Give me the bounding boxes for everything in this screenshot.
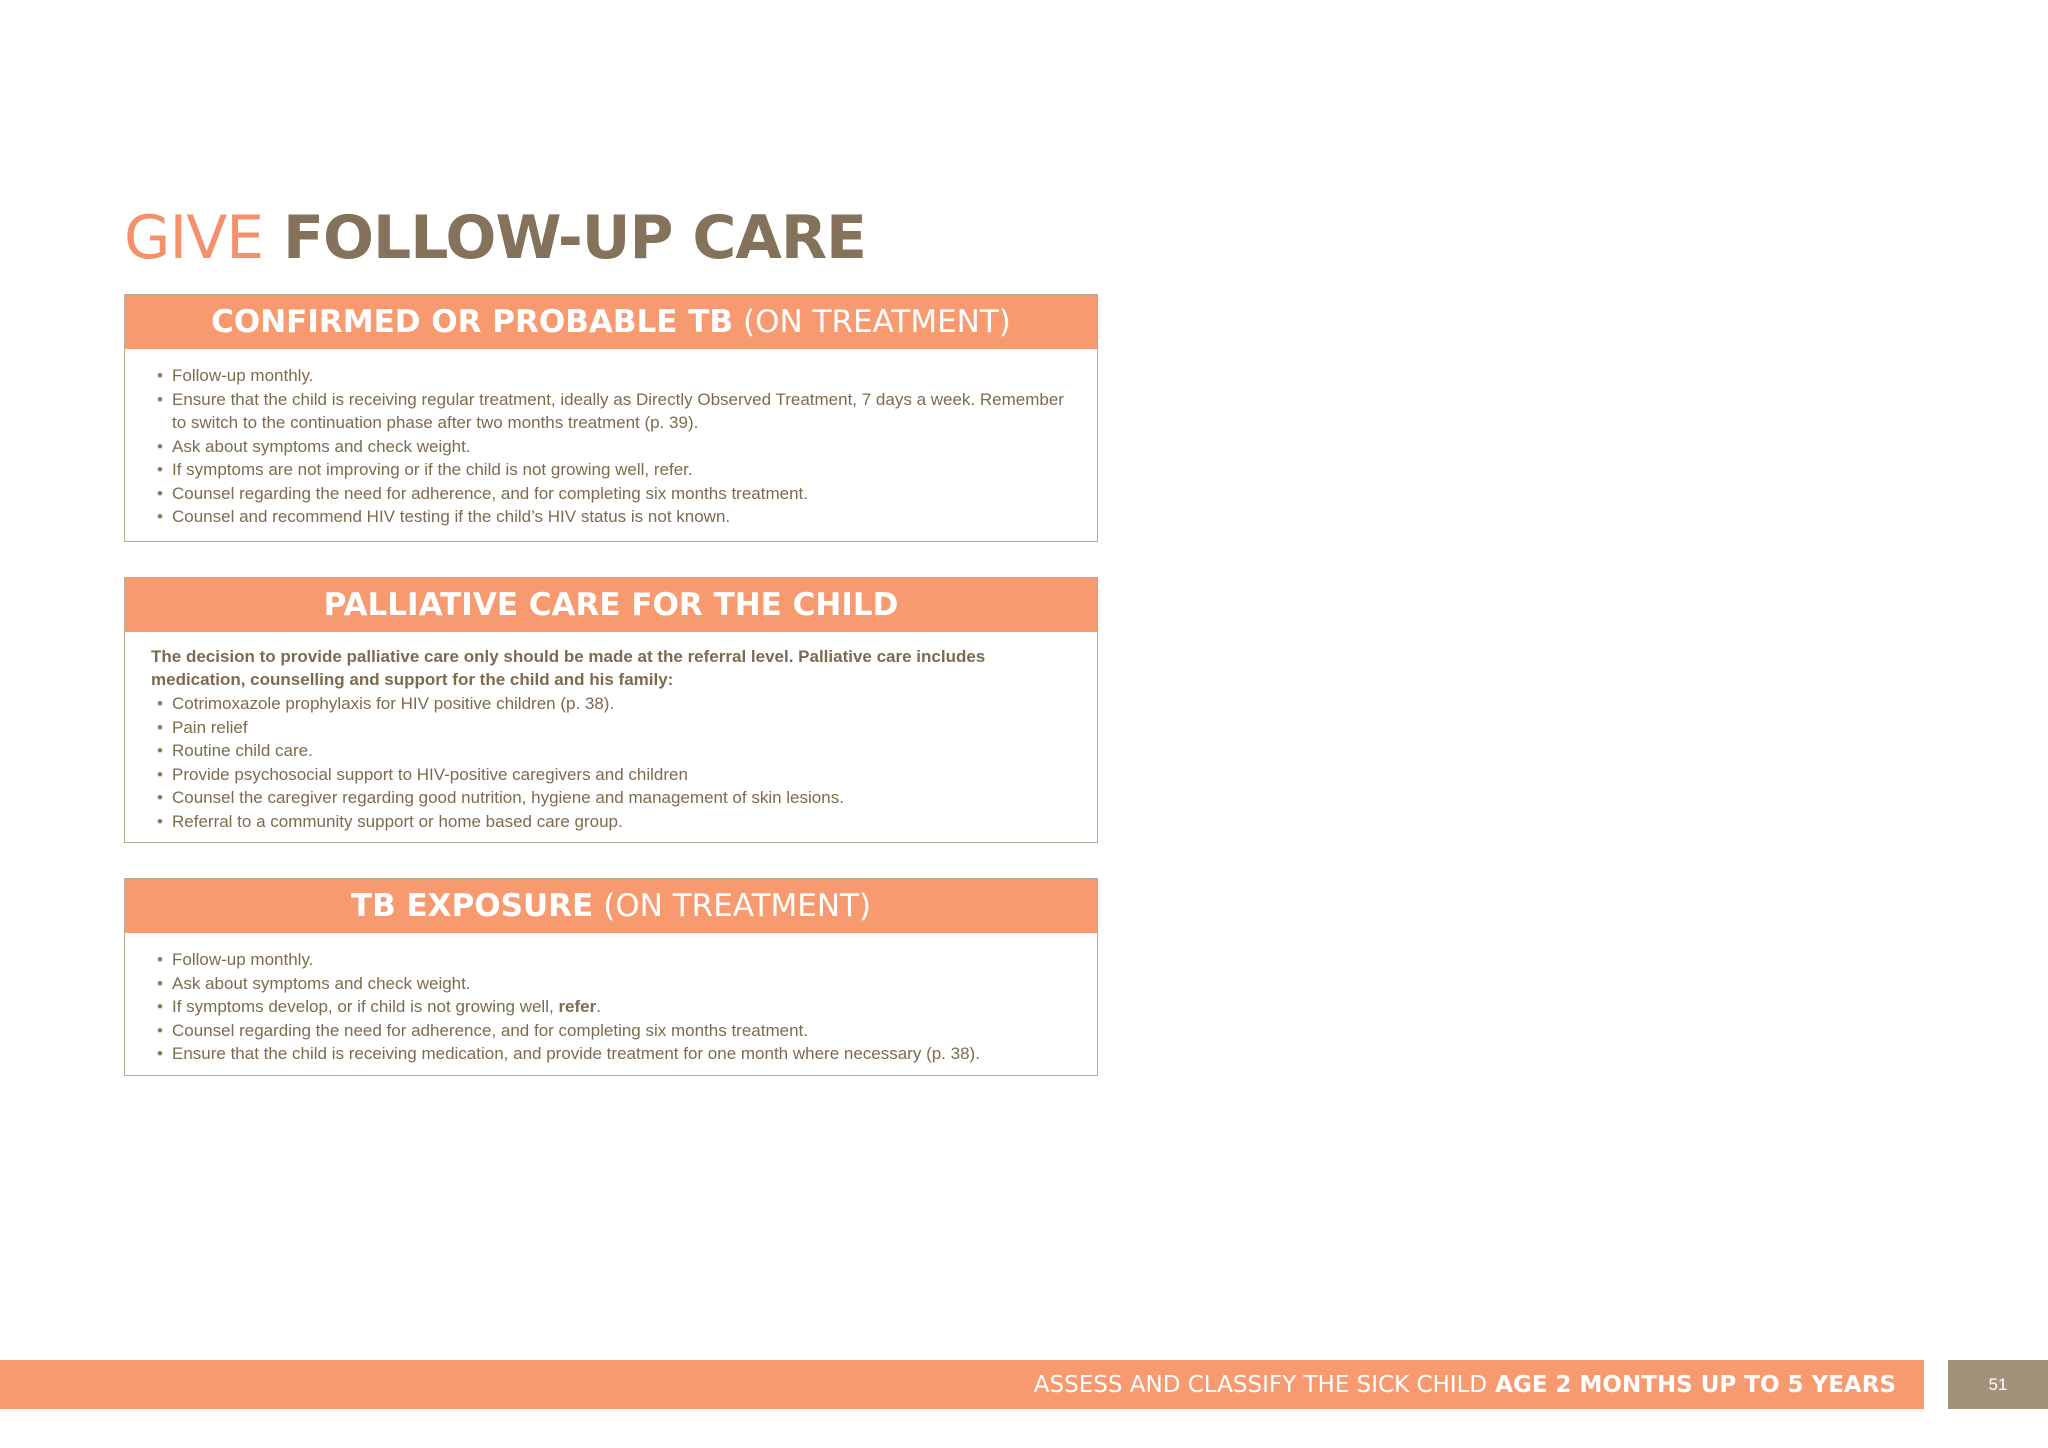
list-item: • Ensure that the child is receiving regular treatment, ideally as Directly Observed Treatment, 7 days a week. Remember to switch to the continuation phase after two months treatment (p. 39). bbox=[151, 388, 1071, 435]
section-palliative-care bbox=[124, 577, 1098, 843]
list-item: • Counsel regarding the need for adherence, and for completing six months treatment. bbox=[151, 1019, 1071, 1043]
list-item: • Routine child care. bbox=[151, 739, 1071, 763]
page-title-bold: FOLLOW-UP CARE bbox=[283, 203, 866, 273]
refer-text-before: If symptoms develop, or if child is not growing well, bbox=[172, 997, 559, 1016]
list-item: • If symptoms are not improving or if the child is not growing well, refer. bbox=[151, 458, 1071, 482]
section-heading-bold: TB EXPOSURE bbox=[350, 888, 594, 924]
list-item: • Cotrimoxazole prophylaxis for HIV positive children (p. 38). bbox=[151, 692, 1071, 716]
list-item: • Follow-up monthly. bbox=[151, 948, 1071, 972]
page-number: 51 bbox=[1948, 1360, 2048, 1409]
section-heading bbox=[125, 295, 1097, 349]
list-item-refer bbox=[151, 995, 1071, 1019]
section-heading-light: (ON TREATMENT) bbox=[603, 888, 872, 924]
refer-text-after: . bbox=[596, 997, 601, 1016]
list-item: • Referral to a community support or home based care group. bbox=[151, 810, 1071, 834]
page-title-light: GIVE bbox=[124, 203, 264, 273]
list-item: • Counsel the caregiver regarding good nutrition, hygiene and management of skin lesions. bbox=[151, 786, 1071, 810]
list-item: • Ensure that the child is receiving medication, and provide treatment for one month where necessary (p. 38). bbox=[151, 1042, 1071, 1066]
list-item: • Follow-up monthly. bbox=[151, 364, 1071, 388]
section-body bbox=[125, 349, 1097, 529]
section-confirmed-tb bbox=[124, 294, 1098, 542]
list-item: • Pain relief bbox=[151, 716, 1071, 740]
section-body bbox=[125, 632, 1097, 833]
section-heading-bold: PALLIATIVE CARE FOR THE CHILD bbox=[323, 587, 899, 623]
refer-text-bold: refer bbox=[558, 997, 597, 1016]
section-body bbox=[125, 933, 1097, 1066]
bullet-list bbox=[151, 948, 1071, 1066]
section-heading bbox=[125, 879, 1097, 933]
section-heading-bold: CONFIRMED OR PROBABLE TB bbox=[211, 304, 733, 340]
section-tb-exposure bbox=[124, 878, 1098, 1076]
list-item: • Counsel and recommend HIV testing if the child’s HIV status is not known. bbox=[151, 505, 1071, 529]
page-title bbox=[124, 196, 866, 280]
list-item: • Provide psychosocial support to HIV-positive caregivers and children bbox=[151, 763, 1071, 787]
section-heading-light: (ON TREATMENT) bbox=[743, 304, 1011, 340]
list-item: • Counsel regarding the need for adherence, and for completing six months treatment. bbox=[151, 482, 1071, 506]
section-intro: The decision to provide palliative care only should be made at the referral level. Palliative care includes medication, counselling and support for the child and his family: bbox=[151, 647, 986, 689]
bullet-list bbox=[151, 364, 1071, 529]
section-heading bbox=[125, 578, 1097, 632]
footer-bar bbox=[0, 1360, 1924, 1409]
list-item: • Ask about symptoms and check weight. bbox=[151, 435, 1071, 459]
list-item: • Ask about symptoms and check weight. bbox=[151, 972, 1071, 996]
footer-text-light: ASSESS AND CLASSIFY THE SICK CHILD bbox=[1033, 1371, 1488, 1398]
bullet-list bbox=[151, 692, 1071, 833]
footer-text-bold: AGE 2 MONTHS UP TO 5 YEARS bbox=[1495, 1371, 1896, 1398]
